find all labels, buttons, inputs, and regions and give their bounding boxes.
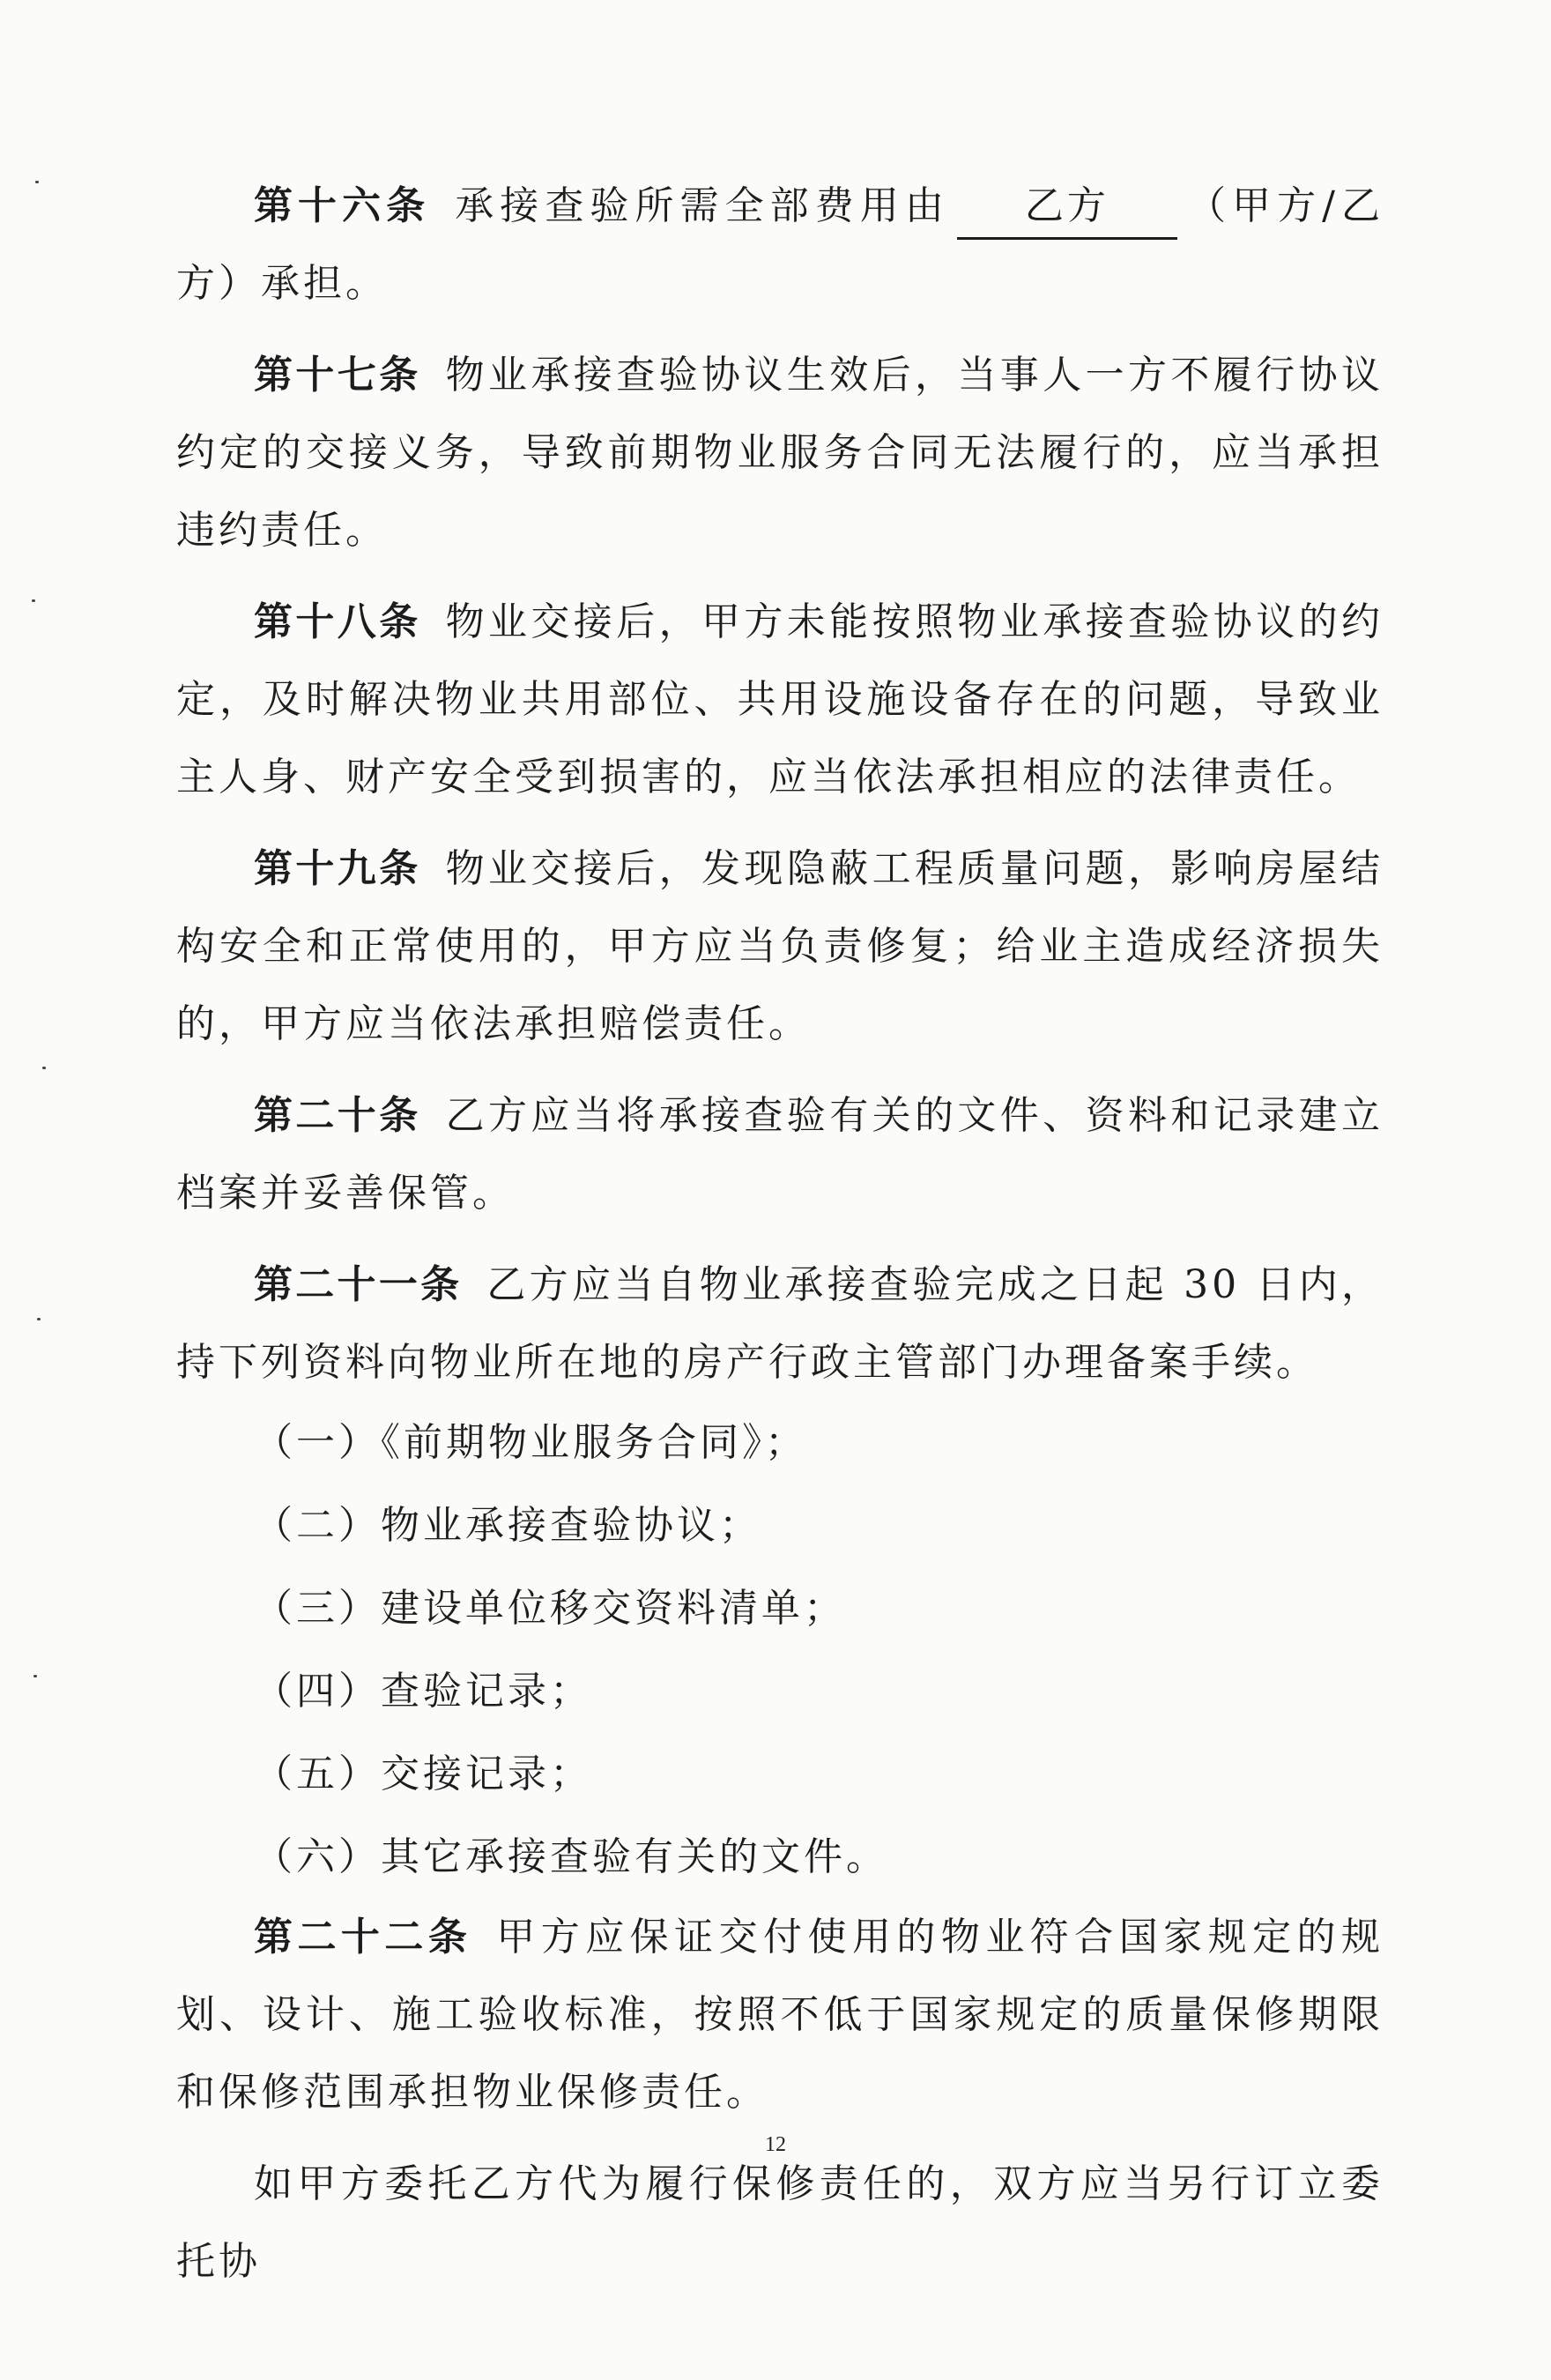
article-19 bbox=[176, 830, 1384, 1063]
article-text: （甲方/乙方）承担。 bbox=[176, 183, 1384, 306]
list-item: （三）建设单位移交资料清单； bbox=[254, 1586, 846, 1631]
article-16 bbox=[176, 167, 1384, 323]
list-item: （六）其它承接查验有关的文件。 bbox=[254, 1834, 888, 1879]
page-number: 12 bbox=[765, 2133, 786, 2156]
article-17 bbox=[176, 337, 1384, 569]
scan-speck bbox=[33, 1675, 37, 1677]
article-21-list bbox=[176, 1402, 1384, 1899]
scan-speck bbox=[32, 599, 35, 602]
article-21 bbox=[176, 1246, 1384, 1402]
article-text: 乙方应当将承接查验有关的文件、资料和记录建立档案并妥善保管。 bbox=[176, 1093, 1384, 1216]
document-body bbox=[176, 167, 1384, 2301]
article-text: 物业承接查验协议生效后，当事人一方不履行协议约定的交接义务，导致前期物业服务合同无法履行的，应当承担违约责任。 bbox=[176, 353, 1384, 553]
list-item: （二）物业承接查验协议； bbox=[254, 1503, 761, 1548]
article-title: 第二十一条 bbox=[254, 1262, 463, 1307]
list-item: （四）查验记录； bbox=[254, 1669, 592, 1714]
list-item: （五）交接记录； bbox=[254, 1752, 592, 1796]
article-title: 第十七条 bbox=[254, 353, 421, 398]
article-text: 乙方应当自物业承接查验完成之日起 30 日内，持下列资料向物业所在地的房产行政主管部门办理备案手续。 bbox=[176, 1262, 1384, 1385]
article-20 bbox=[176, 1077, 1384, 1232]
article-title: 第十六条 bbox=[254, 183, 431, 228]
scan-speck bbox=[42, 1067, 46, 1069]
article-text: 承接查验所需全部费用由 bbox=[455, 183, 950, 228]
article-text: 物业交接后，甲方未能按照物业承接查验协议的约定，及时解决物业共用部位、共用设施设备存在的问题，导致业主人身、财产安全受到损害的，应当依法承担相应的法律责任。 bbox=[176, 599, 1384, 800]
article-22-continuation: 如甲方委托乙方代为履行保修责任的，双方应当另行订立委托协 bbox=[176, 2161, 1384, 2284]
scan-speck bbox=[35, 181, 39, 183]
scan-speck bbox=[37, 1318, 41, 1320]
article-title: 第十八条 bbox=[254, 599, 421, 644]
article-text: 甲方应保证交付使用的物业符合国家规定的规划、设计、施工验收标准，按照不低于国家规定的质量保修期限和保修范围承担物业保修责任。 bbox=[176, 1915, 1384, 2115]
filled-blank: 乙方 bbox=[957, 175, 1177, 240]
article-18 bbox=[176, 584, 1384, 816]
article-title: 第二十条 bbox=[254, 1093, 421, 1138]
article-22 bbox=[176, 1899, 1384, 2131]
list-item: （一）《前期物业服务合同》； bbox=[254, 1420, 807, 1465]
article-title: 第十九条 bbox=[254, 846, 421, 891]
article-title: 第二十二条 bbox=[254, 1915, 472, 1960]
article-text: 物业交接后，发现隐蔽工程质量问题，影响房屋结构安全和正常使用的，甲方应当负责修复；给业主造成经济损失的，甲方应当依法承担赔偿责任。 bbox=[176, 846, 1384, 1046]
